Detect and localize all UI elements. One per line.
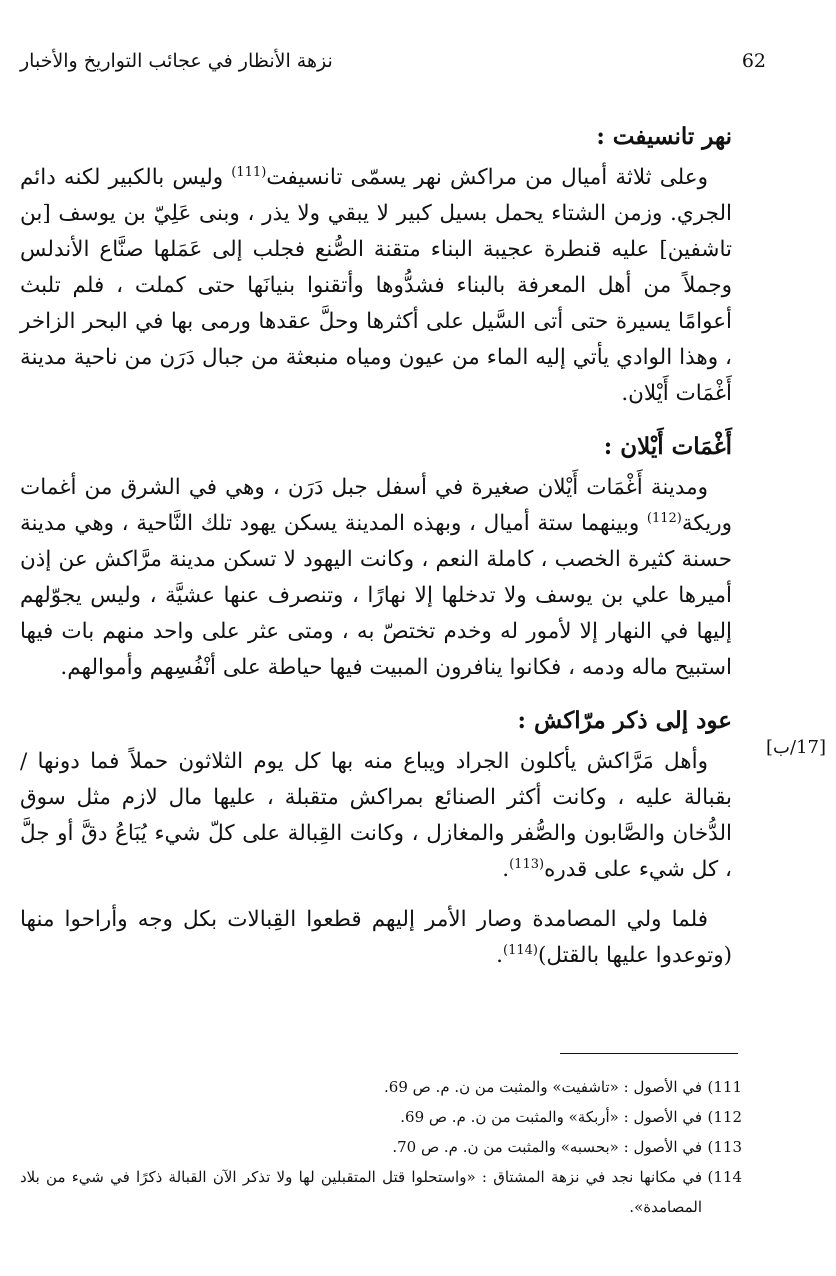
footnote-text: في الأصول : «تاشفيت» والمثبت من ن. م. ص 69.: [384, 1078, 702, 1096]
section-heading: عود إلى ذكر مرّاكش :: [517, 707, 732, 734]
paragraph-text: فلما ولي المصامدة وصار الأمر إليهم قطعوا القِبالات بكل وجه وأراحوا منها (وتوعدوا عليها بالقتل): [20, 907, 732, 968]
paragraph-text: .: [502, 857, 510, 882]
paragraph-text: وليس بالكبير لكنه دائم الجري. وزمن الشتاء يحمل بسيل كبير لا يبقي ولا يذر ، وبنى عَلِيّ بن يوسف [بن تاشفين] عليه قنطرة عجيبة البناء متقنة الصُّنع فجلب إلى عَمَلها صنَّاع الأندلس وجملاً من أهل المعرفة بالبناء فشدُّوها وأتقنوا بنيانَها حتى كملت ، فلم تلبث أعوامًا يسيرة حتى أتى السَّيل على أكثرها وحلَّ عقدها ورمى بها في البحر الزاخر ، وهذا الوادي يأتي إليه الماء من عيون ومياه منبعثة من جبال دَرَن من ناحية مدينة أَغْمَات أَيْلان.: [20, 165, 732, 406]
footnote-marker: (111): [231, 164, 267, 180]
footnote: [20, 1132, 742, 1162]
section-heading: نهر تانسيفت :: [596, 123, 732, 150]
footnote-marker: (113): [509, 856, 545, 872]
paragraph: [20, 470, 732, 686]
footnote-number: 111): [707, 1078, 742, 1096]
paragraph-text: وأهل مَرَّاكش يأكلون الجراد ويباع منه بها كل يوم الثلاثون حملاً فما دونها / بقبالة عليه ، وكانت أكثر الصنائع بمراكش متقبلة ، عليها مال لازم مثل سوق الدُّخان والصَّابون والصُّفر والمغازل ، وكانت القِبالة على كلّ شيء يُبَاعُ دقَّ أو جلَّ ، كل شيء على قدره: [20, 749, 732, 882]
footnote-marker: (112): [646, 510, 682, 526]
margin-folio-note: [17/ب]: [766, 737, 826, 758]
paragraph-text: ومدينة أَغْمَات أَيْلان صغيرة في أسفل جبل دَرَن ، وهي في الشرق من أغمات وريكة: [20, 475, 732, 536]
paragraph-text: .: [496, 943, 503, 968]
footnote: [20, 1102, 742, 1132]
section-tensift-river: [20, 118, 732, 412]
footnote-marker: (114): [503, 942, 538, 958]
footnote-number: 112): [707, 1108, 742, 1126]
footnote-number: 113): [707, 1138, 742, 1156]
paragraph-text: وعلى ثلاثة أميال من مراكش نهر يسمّى تانسيفت: [266, 165, 708, 190]
footnote-text: في الأصول : «أربكة» والمثبت من ن. م. ص 69.: [400, 1108, 702, 1126]
footnote-text: في الأصول : «بحسبه» والمثبت من ن. م. ص 70.: [392, 1138, 702, 1156]
footnote-number: 114): [707, 1168, 742, 1186]
paragraph: [20, 744, 732, 888]
section-heading: أَغْمَات أَيْلان :: [603, 433, 732, 460]
paragraph-text: وبينهما ستة أميال ، وبهذه المدينة يسكن يهود تلك النَّاحية ، وهي مدينة حسنة كثيرة الخصب ، كاملة النعم ، وكانت اليهود لا تسكن مدينة مرَّاكش عن إذن أميرها علي بن يوسف ولا تدخلها إلا نهارًا ، وتنصرف عنها عشيَّة ، وليس يجوّلهم إليها في النهار إلا لأمور له وخدم تختصّ به ، ومتى عثر على واحد منهم بات فيها استبيح ماله ودمه ، فكانوا ينافرون المبيت فيها حياطة على أنْفُسِهم وأموالهم.: [20, 511, 732, 680]
footnote: [20, 1072, 742, 1102]
section-return-to-marrakesh: [20, 702, 732, 974]
page-number: 62: [741, 50, 766, 72]
footnotes: [20, 1072, 742, 1222]
footnote-divider: [560, 1053, 738, 1054]
paragraph: [20, 160, 732, 412]
running-title: نزهة الأنظار في عجائب التواريخ والأخبار: [20, 50, 333, 72]
paragraph: [20, 902, 732, 974]
footnote-text: في مكانها نجد في نزهة المشتاق : «واستحلوا قتل المتقبلين لها ولا تذكر الآن القبالة ذكرًا في شيء من بلاد المصامدة».: [20, 1168, 702, 1216]
footnote: [20, 1162, 742, 1222]
section-aghmat-aylan: [20, 428, 732, 686]
main-text: [20, 118, 732, 990]
